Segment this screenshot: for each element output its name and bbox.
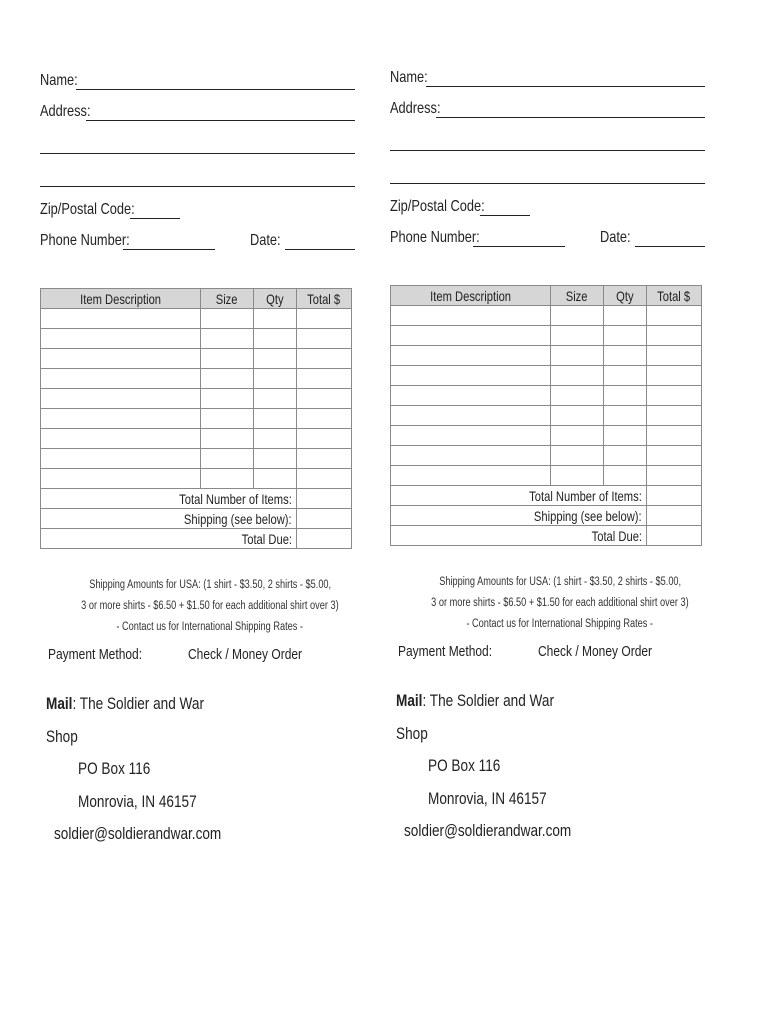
table-cell[interactable] [201, 329, 254, 349]
table-cell[interactable] [297, 469, 352, 489]
table-cell[interactable] [41, 369, 201, 389]
table-cell[interactable] [551, 326, 604, 346]
table-row [41, 349, 352, 369]
table-cell[interactable] [297, 449, 352, 469]
table-cell[interactable] [297, 429, 352, 449]
table-row [391, 446, 702, 466]
shipping-line: Shipping Amounts for USA: (1 shirt - $3.50, 2 shirts - $5.00, [89, 579, 331, 591]
table-row [41, 409, 352, 429]
summary-row [41, 529, 352, 549]
table-cell[interactable] [254, 389, 297, 409]
table-cell[interactable] [254, 369, 297, 389]
table-cell[interactable] [297, 309, 352, 329]
table-cell[interactable] [297, 329, 352, 349]
table-cell[interactable] [254, 409, 297, 429]
address-field[interactable] [436, 117, 705, 118]
column-header: Qty [254, 289, 297, 309]
table-cell[interactable] [254, 449, 297, 469]
table-cell[interactable] [551, 426, 604, 446]
name-field[interactable] [426, 86, 705, 87]
payment-value: Check / Money Order [188, 646, 303, 663]
address-line-2[interactable] [390, 150, 705, 151]
table-row [41, 429, 352, 449]
email-address: soldier@soldierandwar.com [54, 824, 222, 843]
city-state-zip: Monrovia, IN 46157 [428, 788, 547, 808]
table-cell[interactable] [551, 446, 604, 466]
summary-value-cell[interactable] [647, 526, 702, 546]
zip-field[interactable] [480, 215, 530, 216]
address-line-3[interactable] [390, 183, 705, 184]
table-cell[interactable] [391, 426, 551, 446]
table-cell[interactable] [551, 346, 604, 366]
table-row [41, 389, 352, 409]
summary-label: Shipping (see below): [41, 509, 297, 529]
table-cell[interactable] [41, 309, 201, 329]
payment-method [398, 643, 653, 660]
table-cell[interactable] [201, 369, 254, 389]
city-state-zip: Monrovia, IN 46157 [78, 791, 197, 811]
table-cell[interactable] [604, 466, 647, 486]
zip-row [40, 201, 355, 223]
table-cell[interactable] [647, 366, 702, 386]
payment-method [48, 646, 303, 663]
address-line-3[interactable] [40, 186, 355, 187]
shipping-line: Shipping Amounts for USA: (1 shirt - $3.50, 2 shirts - $5.00, [439, 576, 681, 588]
table-cell[interactable] [41, 329, 201, 349]
table-cell[interactable] [647, 386, 702, 406]
table-row [391, 426, 702, 446]
summary-label: Total Due: [391, 526, 647, 546]
summary-label: Total Due: [41, 529, 297, 549]
table-cell[interactable] [254, 349, 297, 369]
summary-row [391, 486, 702, 506]
table-cell[interactable] [604, 346, 647, 366]
table-cell[interactable] [647, 406, 702, 426]
table-cell[interactable] [391, 406, 551, 426]
summary-value-cell[interactable] [297, 509, 352, 529]
mail-recipient-line2: Shop [396, 723, 428, 743]
table-cell[interactable] [391, 346, 551, 366]
table-row [41, 369, 352, 389]
table-row [41, 329, 352, 349]
po-box: PO Box 116 [78, 759, 151, 778]
phone-field[interactable] [473, 246, 565, 247]
items-table [390, 285, 702, 546]
table-row [41, 469, 352, 489]
table-cell[interactable] [647, 426, 702, 446]
table-cell[interactable] [41, 449, 201, 469]
column-header: Size [201, 289, 254, 309]
table-cell[interactable] [604, 386, 647, 406]
address-field[interactable] [86, 120, 355, 121]
summary-label: Shipping (see below): [391, 506, 647, 526]
summary-label: Total Number of Items: [41, 489, 297, 509]
zip-row [390, 198, 705, 220]
table-cell[interactable] [647, 306, 702, 326]
zip-label: Zip/Postal Code: [40, 201, 135, 218]
table-cell[interactable] [297, 349, 352, 369]
table-cell[interactable] [254, 469, 297, 489]
address-row [390, 100, 705, 122]
name-label: Name: [40, 72, 78, 89]
table-row [391, 406, 702, 426]
payment-label: Payment Method: [48, 646, 143, 663]
shipping-line: - Contact us for International Shipping Rates - [116, 621, 304, 633]
column-header: Item Description [41, 289, 201, 309]
column-header: Total $ [297, 289, 352, 309]
table-header-row [391, 286, 702, 306]
table-row [41, 449, 352, 469]
table-cell[interactable] [551, 466, 604, 486]
shipping-line: 3 or more shirts - $6.50 + $1.50 for each additional shirt over 3) [81, 600, 339, 612]
po-box: PO Box 116 [428, 756, 501, 775]
table-cell[interactable] [551, 366, 604, 386]
payment-value: Check / Money Order [538, 643, 653, 660]
table-row [391, 306, 702, 326]
shipping-info [40, 575, 380, 638]
summary-value-cell[interactable] [297, 489, 352, 509]
date-label: Date: [600, 229, 631, 246]
table-row [391, 326, 702, 346]
table-cell[interactable] [647, 326, 702, 346]
phone-label: Phone Number: [390, 229, 480, 246]
summary-row [41, 509, 352, 529]
zip-field[interactable] [130, 218, 180, 219]
table-cell[interactable] [391, 366, 551, 386]
table-cell[interactable] [297, 369, 352, 389]
table-cell[interactable] [254, 429, 297, 449]
date-label: Date: [250, 232, 281, 249]
table-cell[interactable] [647, 446, 702, 466]
table-cell[interactable] [254, 309, 297, 329]
table-cell[interactable] [201, 469, 254, 489]
column-header: Item Description [391, 286, 551, 306]
table-cell[interactable] [551, 306, 604, 326]
table-cell[interactable] [604, 426, 647, 446]
table-cell[interactable] [201, 389, 254, 409]
table-row [391, 366, 702, 386]
table-row [391, 346, 702, 366]
email-address: soldier@soldierandwar.com [404, 821, 572, 840]
summary-row [41, 489, 352, 509]
table-cell[interactable] [297, 389, 352, 409]
name-label: Name: [390, 69, 428, 86]
table-cell[interactable] [41, 469, 201, 489]
table-cell[interactable] [647, 346, 702, 366]
column-header: Size [551, 286, 604, 306]
table-cell[interactable] [551, 386, 604, 406]
shipping-info [390, 572, 730, 635]
phone-date-row [40, 232, 355, 254]
name-row [390, 69, 705, 91]
summary-label: Total Number of Items: [391, 486, 647, 506]
table-cell[interactable] [41, 429, 201, 449]
table-cell[interactable] [201, 429, 254, 449]
zip-label: Zip/Postal Code: [390, 198, 485, 215]
address-row [40, 103, 355, 125]
table-row [391, 466, 702, 486]
date-field[interactable] [635, 246, 705, 247]
shipping-line: - Contact us for International Shipping Rates - [466, 618, 654, 630]
table-cell[interactable] [391, 326, 551, 346]
payment-label: Payment Method: [398, 643, 493, 660]
table-cell[interactable] [41, 409, 201, 429]
table-cell[interactable] [551, 406, 604, 426]
mail-label: Mail [396, 691, 423, 710]
table-cell[interactable] [254, 329, 297, 349]
name-field[interactable] [76, 89, 355, 90]
table-cell[interactable] [604, 406, 647, 426]
shipping-line: 3 or more shirts - $6.50 + $1.50 for each additional shirt over 3) [431, 597, 689, 609]
table-cell[interactable] [391, 446, 551, 466]
mail-recipient-line2: Shop [46, 726, 78, 746]
table-cell[interactable] [41, 389, 201, 409]
table-cell[interactable] [201, 409, 254, 429]
summary-value-cell[interactable] [647, 506, 702, 526]
table-cell[interactable] [604, 366, 647, 386]
table-cell[interactable] [604, 326, 647, 346]
summary-value-cell[interactable] [297, 529, 352, 549]
column-header: Total $ [647, 286, 702, 306]
mailing-address [46, 688, 263, 851]
summary-value-cell[interactable] [647, 486, 702, 506]
table-cell[interactable] [604, 446, 647, 466]
date-field[interactable] [285, 249, 355, 250]
table-cell[interactable] [201, 309, 254, 329]
items-table [40, 288, 352, 549]
mail-label: Mail [46, 694, 73, 713]
phone-label: Phone Number: [40, 232, 130, 249]
phone-date-row [390, 229, 705, 251]
table-cell[interactable] [391, 466, 551, 486]
address-label: Address: [40, 103, 91, 120]
table-cell[interactable] [201, 349, 254, 369]
table-cell[interactable] [647, 466, 702, 486]
address-label: Address: [390, 100, 441, 117]
summary-row [391, 526, 702, 546]
mailing-address [396, 685, 613, 848]
table-cell[interactable] [391, 306, 551, 326]
table-cell[interactable] [41, 349, 201, 369]
phone-field[interactable] [123, 249, 215, 250]
table-cell[interactable] [297, 409, 352, 429]
mail-recipient: : The Soldier and War [422, 691, 554, 710]
name-row [40, 72, 355, 94]
table-cell[interactable] [391, 386, 551, 406]
column-header: Qty [604, 286, 647, 306]
table-row [391, 386, 702, 406]
table-cell[interactable] [604, 306, 647, 326]
table-header-row [41, 289, 352, 309]
summary-row [391, 506, 702, 526]
table-row [41, 309, 352, 329]
mail-recipient: : The Soldier and War [72, 694, 204, 713]
table-cell[interactable] [201, 449, 254, 469]
address-line-2[interactable] [40, 153, 355, 154]
